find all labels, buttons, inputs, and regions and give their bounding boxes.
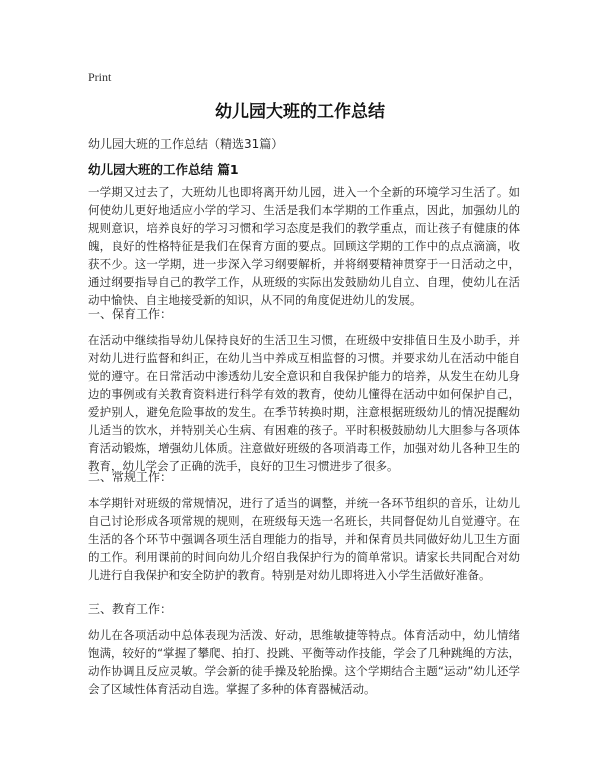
subtitle: 幼儿园大班的工作总结（精选31篇） [88,137,284,151]
routine-paragraph: 本学期针对班级的常规情况，进行了适当的调整，并统一各环节组织的音乐，让幼儿自己讨论形成各项常规的规则，在班级每天选一名班长，共同督促幼儿自觉遵守。在生活的各个环节中强调各项生活自理能力的指导，并和保育员共同做好幼儿卫生方面的工作。利用课前的时间向幼儿介绍自我保护行为的简单常识。请家长共同配合对幼儿进行自我保护和安全防护的教育。特别是对幼儿即将进入小学生活做好准备。 [88,496,520,582]
section-heading: 幼儿园大班的工作总结 篇1 [88,162,239,177]
routine-heading: 二、常规工作： [88,470,173,484]
care-paragraph: 在活动中继续指导幼儿保持良好的生活卫生习惯，在班级中安排值日生及小助手，并对幼儿进行监督和纠正，在幼儿当中养成互相监督的习惯。并要求幼儿在活动中能自觉的遵守。在日常活动中渗透幼儿安全意识和自我保护能力的培养，从发生在幼儿身边的事例或有关教育资料进行科学有效的教育，使幼儿懂得在活动中如何保护自己，爱护别人，避免危险事故的发生。在季节转换时期，注意根据班级幼儿的情况提醒幼儿适当的饮水，并特别关心生病、有困难的孩子。平时积极鼓励幼儿大胆参与各项体育活动锻炼，增强幼儿体质。注意做好班级的各项消毒工作，加强对幼儿各种卫生的教育，幼儿学会了正确的洗手，良好的卫生习惯进步了很多。 [88,333,520,473]
print-link[interactable]: Print [88,70,112,84]
page-title: 幼儿园大班的工作总结 [215,102,385,122]
education-heading: 三、教育工作： [88,602,173,616]
intro-paragraph: 一学期又过去了，大班幼儿也即将离开幼儿园，进入一个全新的环境学习生活了。如何使幼儿更好地适应小学的学习、生活是我们本学期的工作重点，因此，加强幼儿的规则意识，培养良好的学习习惯和学习态度是我们的教学重点，而让孩子有健康的体魄，良好的性格特征是我们在保育方面的要点。回顾这学期的工作中的点点滴滴，收获不少。这一学期，进一步深入学习纲要解析，并将纲要精神贯穿于一日活动之中，通过纲要指导自己的教学工作，从班级的实际出发鼓励幼儿自立、自理，使幼儿在活动中愉快、自主地接受新的知识，从不同的角度促进幼儿的发展。 [88,185,520,307]
care-heading: 一、保育工作： [88,307,173,321]
education-paragraph: 幼儿在各项活动中总体表现为活泼、好动，思维敏捷等特点。体育活动中，幼儿情绪饱满，较好的“掌握了攀爬、拍打、投跳、平衡等动作技能，学会了几种跳绳的方法，动作协调且反应灵敏。学会新的徒手操及轮胎操。这个学期结合主题“运动”幼儿还学会了区域性体育活动自选。掌握了多种的体育器械活动。 [88,628,520,696]
